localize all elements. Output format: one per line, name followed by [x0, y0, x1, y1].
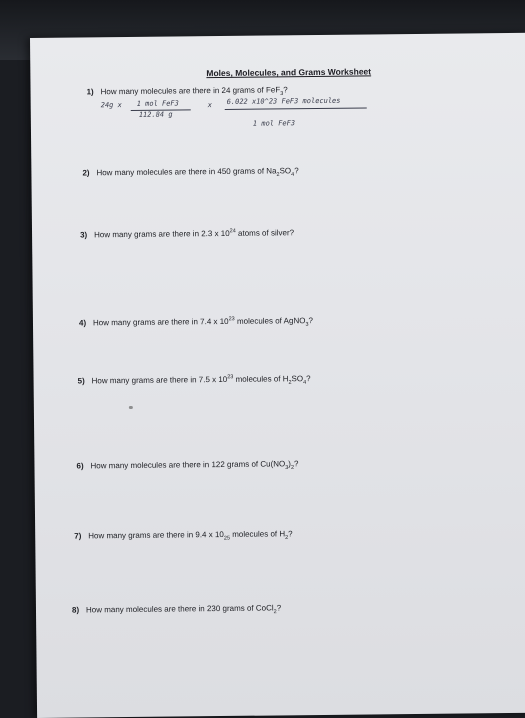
handwritten-fraction1-bottom: 112.84 g: [138, 110, 173, 119]
handwritten-times: x: [207, 101, 212, 110]
question-6: 6) How many molecules are there in 122 grams of $Cu(NO_3)_2$?: [76, 459, 299, 471]
question-5: 5) How many grams are there in 7.5 x $10^{23}$ molecules of $H_2SO_4$?: [77, 373, 311, 386]
fraction2-line: [225, 107, 367, 109]
handwritten-given: 24g x: [100, 101, 122, 110]
question-2: 2) How many molecules are there in 450 grams of $Na_2SO_4$?: [82, 166, 299, 179]
ink-smudge: [129, 406, 133, 409]
question-1: 1) How many molecules are there in 24 grams of FeF$_3$?: [86, 85, 288, 97]
handwritten-fraction2-top: 6.022 x10^23 FeF3 molecules: [226, 96, 341, 106]
handwritten-fraction1-top: 1 mol FeF3: [136, 99, 179, 108]
handwritten-fraction2-bottom: 1 mol FeF3: [252, 119, 296, 128]
question-3: 3) How many grams are there in 2.3 x $10^{24}$ atoms of silver?: [80, 227, 295, 240]
worksheet-page: [30, 33, 525, 718]
page-title: Moles, Molecules, and Grams Worksheet: [206, 66, 372, 79]
question-4: 4) How many grams are there in 7.4 x $10^{23}$ molecules of AgNO$_3$?: [78, 315, 313, 328]
question-8: 8) How many molecules are there in 230 grams of CoCl$_2$?: [71, 603, 282, 616]
question-7: 7) How many grams are there in 9.4 x $10_{25}$ molecules of $H_2$?: [74, 529, 293, 542]
